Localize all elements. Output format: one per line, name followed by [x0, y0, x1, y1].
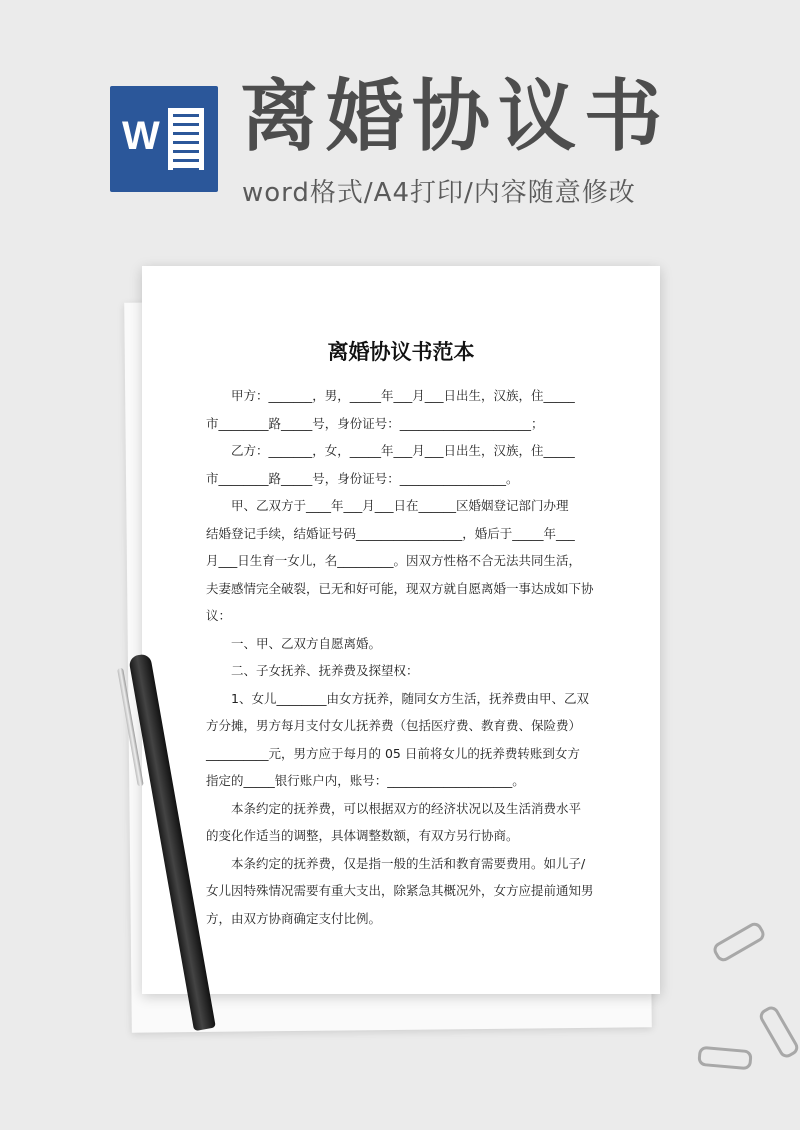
- document-paragraph: 市________路_____号，身份证号：_________________。: [206, 470, 519, 486]
- document-paragraph: 结婚登记手续，结婚证号码_________________，婚后于_____年___: [206, 525, 575, 541]
- word-logo-doc-lines: [168, 108, 204, 170]
- document-paragraph: 甲方：_______，男，_____年___月___日出生，汉族，住_____: [231, 388, 575, 403]
- document-paragraph: 乙方：_______，女，_____年___月___日出生，汉族，住_____: [231, 443, 575, 458]
- document-paragraph: 二、子女抚养、抚养费及探望权：: [231, 663, 419, 678]
- document-paragraph: 的变化作适当的调整，具体调整数额，有双方另行协商。: [206, 828, 519, 843]
- banner-subtitle: word格式/A4打印/内容随意修改: [242, 178, 636, 208]
- document-paragraph: 方，由双方协商确定支付比例。: [206, 910, 382, 926]
- document-paragraph: 方分摊，男方每月支付女儿抚养费（包括医疗费、教育费、保险费）: [206, 718, 582, 733]
- document-paragraph: 女儿因特殊情况需要有重大支出，除紧急其概况外，女方应提前通知男: [206, 883, 594, 898]
- document-paragraph: 1、女儿________由女方抚养，随同女方生活，抚养费由甲、乙双: [231, 690, 589, 706]
- document-paragraph: 议：: [206, 608, 232, 623]
- paperclip-icon: [757, 1004, 800, 1061]
- document-paragraph: 指定的_____银行账户内，账号：____________________。: [206, 773, 525, 788]
- document-paragraph: 本条约定的抚养费，可以根据双方的经济状况以及生活消费水平: [231, 800, 582, 816]
- word-logo-icon: [110, 86, 218, 192]
- document-paragraph: 甲、乙双方于____年___月___日在______区婚姻登记部门办理: [231, 498, 569, 513]
- paperclip-icon: [711, 920, 768, 964]
- document-paragraph: 一、甲、乙双方自愿离婚。: [231, 635, 382, 651]
- document-paragraph: 本条约定的抚养费，仅是指一般的生活和教育需要费用。如儿子/: [231, 855, 586, 871]
- document-page: [142, 266, 660, 994]
- document-title: 离婚协议书范本: [327, 340, 475, 364]
- word-logo-letter: W: [122, 114, 160, 158]
- banner-title: 离婚协议书: [240, 72, 671, 162]
- document-body: [206, 382, 601, 932]
- document-paragraph: __________元，男方应于每月的 05 日前将女儿的抚养费转账到女方: [206, 745, 580, 761]
- paperclip-icon: [697, 1046, 753, 1071]
- document-paragraph: 月___日生育一女儿，名_________。因双方性格不合无法共同生活，: [206, 553, 582, 568]
- document-paragraph: 夫妻感情完全破裂，已无和好可能，现双方就自愿离婚一事达成如下协: [206, 580, 594, 596]
- document-paragraph: 市________路_____号，身份证号：_____________________；: [206, 415, 544, 431]
